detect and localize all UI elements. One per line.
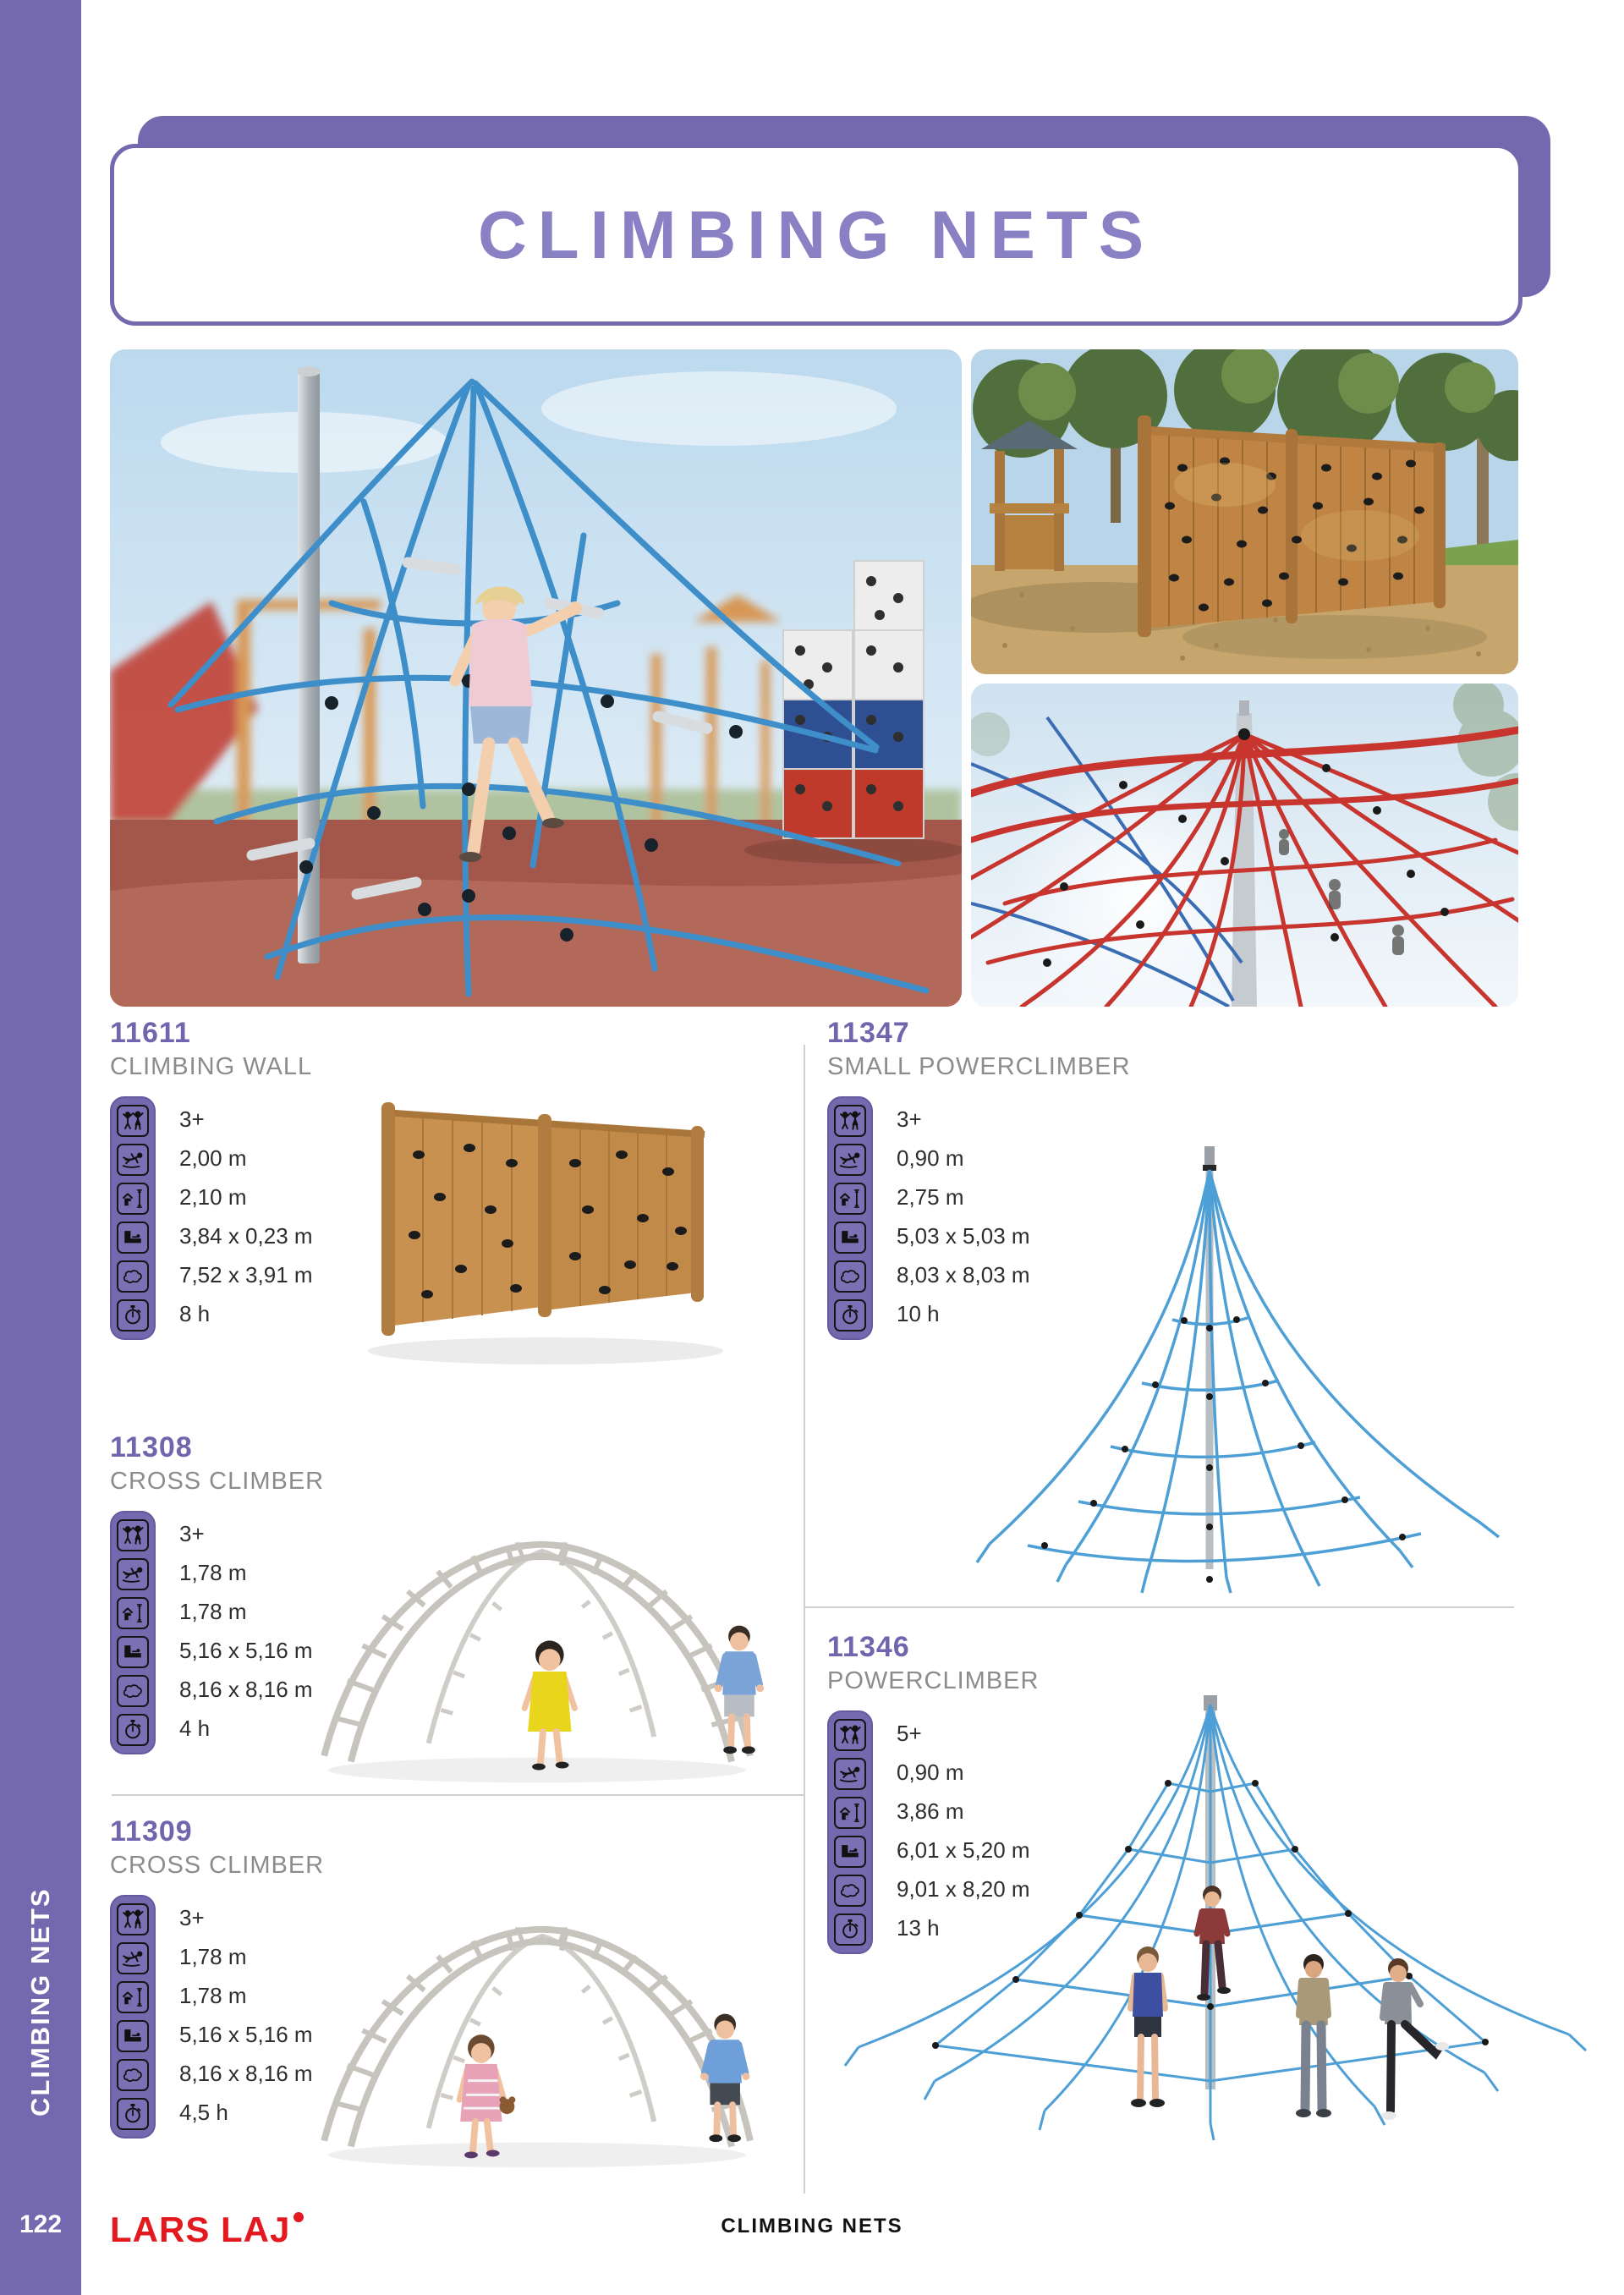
product-name: CLIMBING WALL [110,1053,313,1080]
cross-climber-render-2 [271,1853,804,2187]
spec-value-safety-zone: 8,16 x 8,16 m [179,1676,313,1702]
spec-value-fall-height: 2,00 m [179,1145,247,1171]
spec-cell [117,2020,149,2052]
spec-value-safety-zone: 8,16 x 8,16 m [179,2060,313,2086]
spec-value-dimensions: 6,01 x 5,20 m [897,1837,1030,1863]
net-ropes [977,1170,1499,1593]
spec-cell [834,1299,866,1331]
page-number: 122 [19,2210,63,2238]
spec-value-dimensions: 5,16 x 5,16 m [179,1637,313,1663]
spec-cell [117,1519,149,1551]
spec-value-fall-height: 1,78 m [179,1943,247,1969]
installation-time-icon [120,1303,145,1328]
brand-registered-dot-icon [294,2212,304,2222]
climbing-wall-render [334,1053,749,1383]
fall-height-icon [120,1147,145,1172]
fall-height-icon [837,1147,863,1172]
spec-value-install-time: 4,5 h [179,2099,228,2125]
spec-value-fall-height: 0,90 m [897,1759,964,1785]
sidebar-vertical-label: CLIMBING NETS [25,1887,55,2117]
girl-pink-figure [459,2034,515,2158]
spec-value-age: 5+ [897,1720,922,1746]
spec-value-dimensions: 5,16 x 5,16 m [179,2021,313,2047]
spec-value-dimensions: 3,84 x 0,23 m [179,1222,313,1249]
spec-cell [117,1260,149,1293]
spec-value-install-time: 13 h [897,1914,940,1941]
spec-cell [117,1299,149,1331]
brand-logo-text: LARS LAJ [110,2210,291,2249]
spec-cell [834,1144,866,1176]
dimensions-icon [837,1225,863,1250]
spec-icon-column [110,1096,156,1340]
product-card-11611 [110,1017,313,1340]
brand-logo [110,2210,304,2250]
photo-red-climbing-nets [971,684,1518,1007]
installation-time-icon [120,2101,145,2127]
spec-value-install-time: 8 h [179,1300,211,1326]
spec-icon-column [110,1511,156,1754]
spec-value-safety-zone: 8,03 x 8,03 m [897,1261,1030,1288]
equipment-height-icon [837,1186,863,1211]
spec-cell [117,1903,149,1935]
age-icon [120,1523,145,1548]
spec-value-install-time: 10 h [897,1300,940,1326]
product-code: 11611 [110,1017,191,1049]
spec-value-dimensions: 5,03 x 5,03 m [897,1222,1030,1249]
spec-value-fall-height: 0,90 m [897,1145,964,1171]
product-name: POWERCLIMBER [827,1667,1040,1694]
spec-value-safety-zone: 7,52 x 3,91 m [179,1261,313,1288]
dimensions-icon [120,1225,145,1250]
spec-cell [834,1183,866,1215]
equipment-height-icon [120,1985,145,2010]
spec-value-fall-height: 1,78 m [179,1559,247,1585]
equipment-height-icon [120,1600,145,1626]
page-title: CLIMBING NETS [477,196,1155,272]
spec-cell [117,1183,149,1215]
product-image-cross-climber-11309 [271,1853,804,2187]
spec-cell [117,1597,149,1629]
product-code: 11309 [110,1815,193,1848]
spec-value-height: 1,78 m [179,1598,247,1624]
installation-time-icon [120,1717,145,1743]
spec-value-age: 3+ [179,1520,205,1546]
footer-category-label: CLIMBING NETS [721,2215,903,2237]
column-divider [804,1045,805,2193]
spec-icon-column [827,1096,873,1340]
spec-cell [834,1105,866,1137]
photo-wooden-climbing-wall-park [971,349,1518,674]
powerclimber-render [833,1683,1594,2157]
girl-yellow-figure [524,1640,574,1770]
spec-cell [117,1636,149,1668]
photo-girl-climbing-blue-net [110,349,962,1007]
safety-zone-icon [837,1264,863,1289]
product-name: CROSS CLIMBER [110,1852,325,1879]
spec-value-height: 2,10 m [179,1183,247,1210]
age-icon [120,1907,145,1932]
header-box [110,144,1522,326]
installation-time-icon [837,1303,863,1328]
wooden-wall [1138,415,1446,637]
spec-cell [834,1222,866,1254]
spec-cell [117,1558,149,1590]
photo-girl-climbing-blue-net-art [110,349,962,1007]
spec-cell [117,1105,149,1137]
spec-cell [117,1981,149,2013]
section-divider-right [804,1606,1514,1608]
spec-cell [117,2059,149,2091]
spec-value-height: 2,75 m [897,1183,964,1210]
spec-values [179,1096,313,1340]
safety-zone-icon [120,1678,145,1704]
spec-icon-column [110,1895,156,2139]
dome-frame [324,1930,750,2147]
photo-wooden-climbing-wall-art [971,349,1518,674]
equipment-height-icon [120,1186,145,1211]
product-image-climbing-wall [334,1053,749,1383]
spec-cell [834,1260,866,1293]
product-name: CROSS CLIMBER [110,1468,325,1495]
product-code: 11346 [827,1631,910,1663]
fall-height-icon [120,1562,145,1587]
age-icon [837,1108,863,1134]
age-icon [120,1108,145,1134]
spec-value-safety-zone: 9,01 x 8,20 m [897,1875,1030,1902]
dimensions-icon [120,2023,145,2049]
spec-cell [117,1144,149,1176]
product-code: 11308 [110,1431,193,1463]
safety-zone-icon [120,2062,145,2088]
spec-value-install-time: 4 h [179,1715,211,1741]
spec-cell [117,1714,149,1746]
product-code: 11347 [827,1017,910,1049]
small-powerclimber-render [973,1129,1548,1599]
spec-table [110,1096,313,1340]
spec-cell [117,2098,149,2130]
spec-cell [117,1675,149,1707]
photo-red-climbing-nets-art [971,684,1518,1007]
product-image-small-powerclimber [973,1129,1548,1599]
spec-value-age: 3+ [179,1106,205,1132]
spec-cell [117,1222,149,1254]
product-image-cross-climber-11308 [271,1468,804,1802]
spec-value-age: 3+ [897,1106,922,1132]
fall-height-icon [120,1946,145,1971]
safety-zone-icon [120,1264,145,1289]
spec-value-age: 3+ [179,1904,205,1930]
spec-cell [117,1942,149,1974]
boy-blue-figure [1131,1946,1165,2107]
spec-value-height: 1,78 m [179,1982,247,2008]
cross-climber-render [271,1468,804,1802]
product-image-powerclimber [833,1683,1594,2157]
girl-olive-figure [1296,1954,1331,2117]
spec-value-height: 3,86 m [897,1798,964,1824]
dimensions-icon [120,1639,145,1665]
product-name: SMALL POWERCLIMBER [827,1053,1131,1080]
